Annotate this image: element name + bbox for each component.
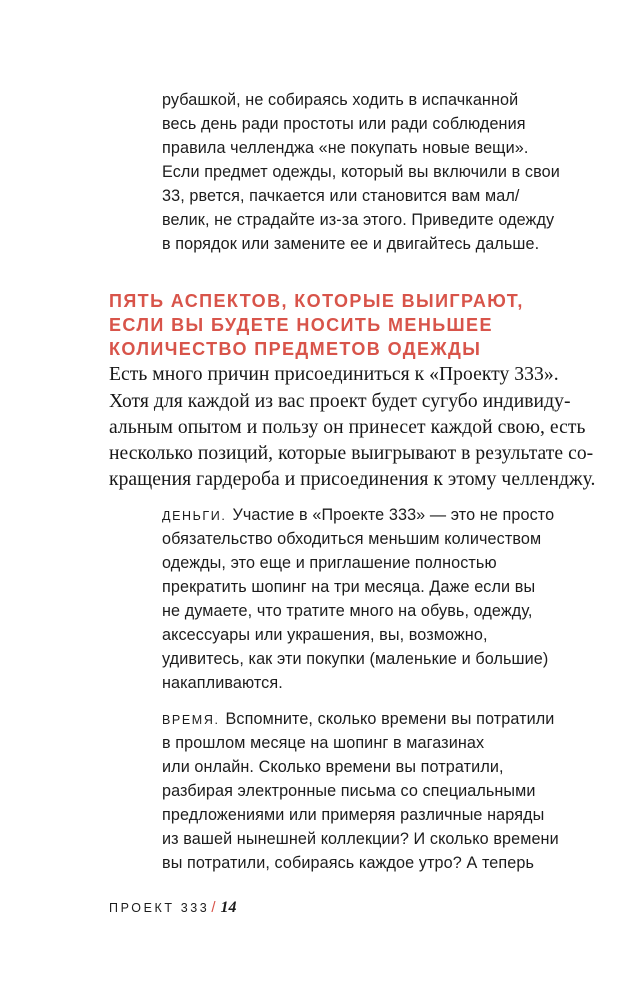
text-line: Есть много причин присоединиться к «Проекту 333». bbox=[109, 364, 559, 385]
text-line: несколько позиций, которые выигрывают в результате со- bbox=[109, 443, 594, 464]
text-line: разбирая электронные письма со специальными bbox=[162, 782, 536, 800]
text-line: предложениями или примеряя различные наряды bbox=[162, 806, 545, 824]
book-title: ПРОЕКТ 333 bbox=[109, 901, 210, 915]
text-line: аксессуары или украшения, вы, возможно, bbox=[162, 626, 488, 644]
text-line: накапливаются. bbox=[162, 674, 283, 692]
text-line: 33, рвется, пачкается или становится вам мал/ bbox=[162, 187, 520, 205]
page-number: 14 bbox=[220, 899, 237, 916]
text-line: обязательство обходиться меньшим количеством bbox=[162, 530, 542, 548]
heading-line: ПЯТЬ АСПЕКТОВ, КОТОРЫЕ ВЫИГРАЮТ, bbox=[109, 291, 524, 311]
section-first-line bbox=[162, 506, 554, 525]
text-line: кращения гардероба и присоединения к этому челленджу. bbox=[109, 469, 596, 490]
text-line: не думаете, что тратите много на обувь, одежду, bbox=[162, 602, 533, 620]
section-label: ДЕНЬГИ. bbox=[162, 509, 227, 523]
text-line: удивитесь, как эти покупки (маленькие и большие) bbox=[162, 650, 549, 668]
text-line: в порядок или замените ее и двигайтесь дальше. bbox=[162, 235, 540, 253]
text-line: велик, не страдайте из-за этого. Приведите одежду bbox=[162, 211, 555, 229]
text-line: из вашей нынешней коллекции? И сколько времени bbox=[162, 830, 559, 848]
text-line: в прошлом месяце на шопинг в магазинах bbox=[162, 734, 485, 752]
text-line: рубашкой, не собираясь ходить в испачканной bbox=[162, 91, 519, 109]
text-line: Хотя для каждой из вас проект будет сугубо индивиду- bbox=[109, 391, 571, 412]
text-run: Вспомните, сколько времени вы потратили bbox=[225, 710, 555, 728]
text-line: или онлайн. Сколько времени вы потратили, bbox=[162, 758, 504, 776]
text-run: Участие в «Проекте 333» — это не просто bbox=[232, 506, 555, 524]
heading-line: КОЛИЧЕСТВО ПРЕДМЕТОВ ОДЕЖДЫ bbox=[109, 339, 482, 359]
section-first-line bbox=[162, 710, 554, 729]
section-label: ВРЕМЯ. bbox=[162, 713, 220, 727]
text-line: альным опытом и пользу он принесет каждой свою, есть bbox=[109, 417, 586, 438]
heading-line: ЕСЛИ ВЫ БУДЕТЕ НОСИТЬ МЕНЬШЕЕ bbox=[109, 315, 493, 335]
footer-separator: / bbox=[211, 899, 216, 916]
text-line: вы потратили, собираясь каждое утро? А теперь bbox=[162, 854, 534, 872]
text-line: прекратить шопинг на три месяца. Даже если вы bbox=[162, 578, 536, 596]
text-line: правила челленджа «не покупать новые вещи». bbox=[162, 139, 529, 157]
text-line: Если предмет одежды, который вы включили в свои bbox=[162, 163, 560, 181]
text-line: одежды, это еще и приглашение полностью bbox=[162, 554, 497, 572]
page-footer bbox=[109, 899, 237, 917]
text-line: весь день ради простоты или ради соблюдения bbox=[162, 115, 526, 133]
